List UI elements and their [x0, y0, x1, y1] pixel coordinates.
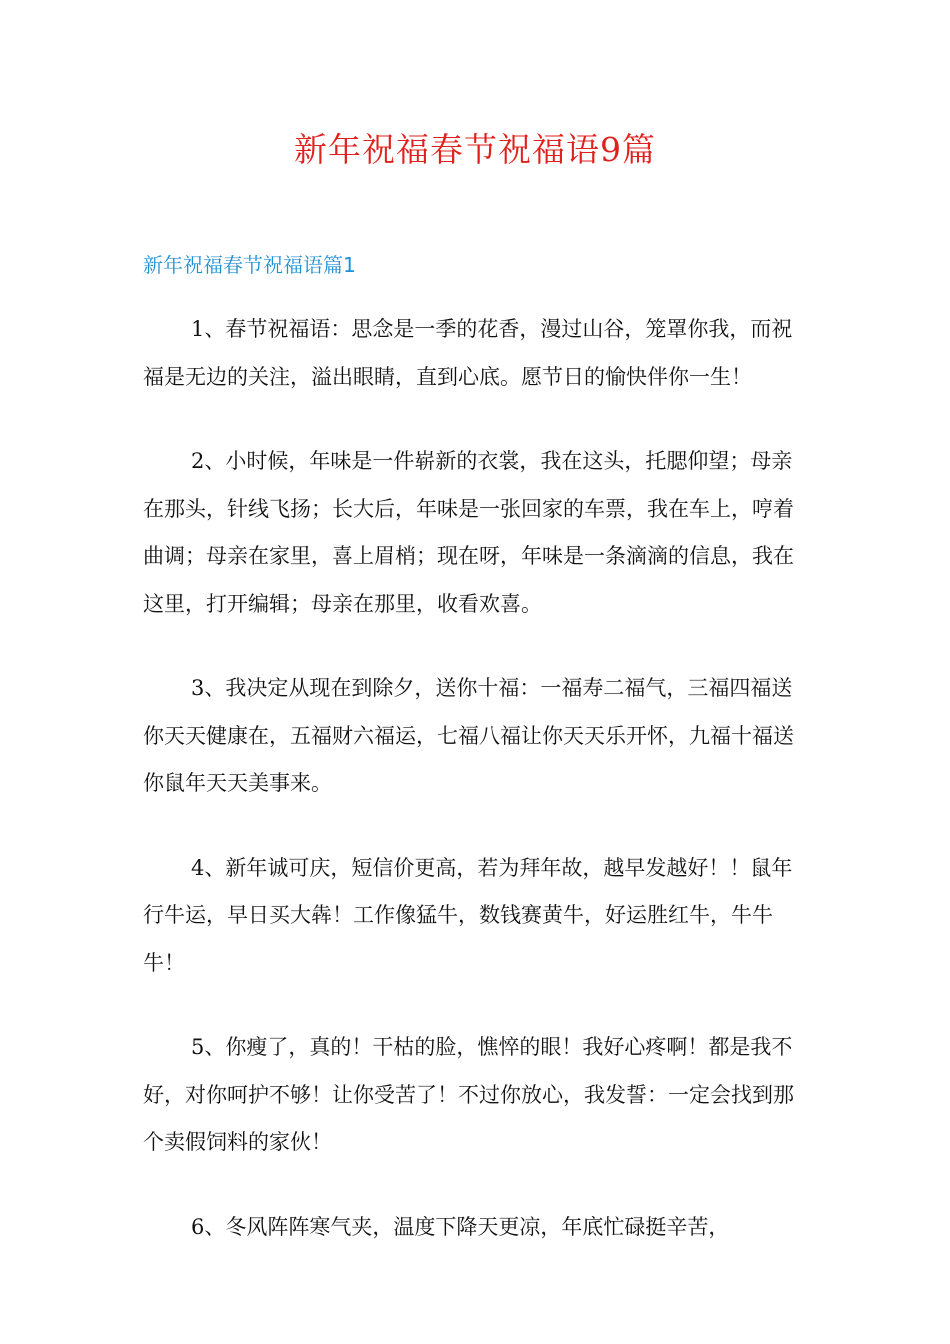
section-heading: 新年祝福春节祝福语篇1: [143, 253, 356, 277]
document-body: [143, 306, 813, 1251]
paragraph-6: 6、冬风阵阵寒气夹，温度下降天更凉，年底忙碌挺辛苦，: [191, 1214, 730, 1239]
paragraph-3: 3、我决定从现在到除夕，送你十福：一福寿二福气，三福四福送你天天健康在，五福财六福运，七福八福让你天天乐开怀，九福十福送你鼠年天天美事来。: [143, 676, 794, 795]
document-title: 新年祝福春节祝福语9篇: [294, 130, 656, 169]
paragraph-2: 2、小时候，年味是一件崭新的衣裳，我在这头，托腮仰望；母亲在那头，针线飞扬；长大后，年味是一张回家的车票，我在车上，哼着曲调；母亲在家里，喜上眉梢；现在呀，年味是一条滴滴的信息，我在这里，打开编辑；母亲在那里，收看欢喜。: [143, 449, 794, 616]
paragraph-5: 5、你瘦了，真的！干枯的脸，憔悴的眼！我好心疼啊！都是我不好，对你呵护不够！让你受苦了！不过你放心，我发誓：一定会找到那个卖假饲料的家伙！: [143, 1035, 794, 1154]
paragraph-4: 4、新年诚可庆，短信价更高，若为拜年故，越早发越好！！鼠年行牛运，早日买大犇！工作像猛牛，数钱赛黄牛，好运胜红牛，牛牛牛！: [143, 855, 793, 975]
paragraph-1: 1、春节祝福语：思念是一季的花香，漫过山谷，笼罩你我，而祝福是无边的关注，溢出眼睛，直到心底。愿节日的愉快伴你一生！: [143, 317, 793, 389]
